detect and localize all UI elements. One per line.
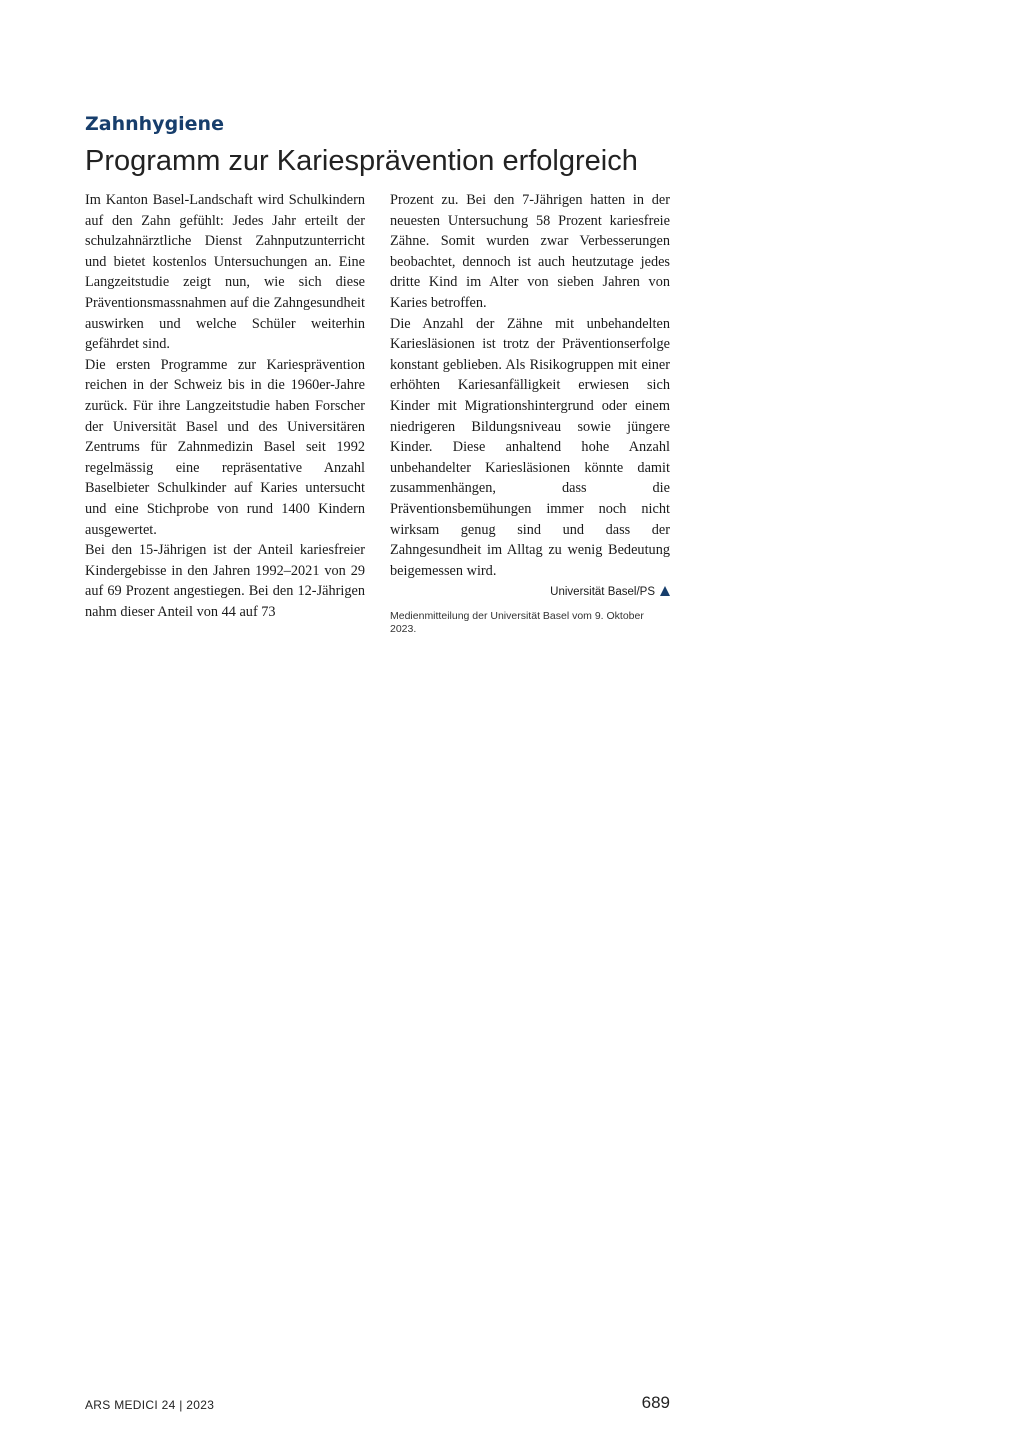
article-title: Programm zur Kariesprävention erfolgreich — [85, 145, 638, 177]
footer-journal-issue: ARS MEDICI 24 | 2023 — [85, 1398, 215, 1412]
body-paragraph: Bei den 15-Jährigen ist der Anteil kariesfreier Kindergebisse in den Jahren 1992–2021 von 29 auf 69 Prozent angestiegen. Bei den 12-Jährigen nahm dieser Anteil von 44 auf 73 — [85, 542, 365, 620]
body-column-left — [85, 190, 365, 622]
author-name: Universität Basel/PS — [550, 586, 655, 599]
source-note: Medienmitteilung der Universität Basel vom 9. Oktober 2023. — [390, 610, 644, 636]
body-paragraph: Im Kanton Basel-Landschaft wird Schulkindern auf den Zahn gefühlt: Jedes Jahr erteilt der schulzahnärztliche Dienst Zahnputzunterricht und bietet kostenlos Untersuchungen an. Eine Langzeitstudie zeigt nun, wie sich diese Präventionsmassnahmen auf die Zahngesundheit auswirken und welche Schüler weiterhin gefährdet sind. — [85, 192, 365, 353]
footer-page-number: 689 — [641, 1393, 670, 1412]
body-paragraph: Die ersten Programme zur Kariesprävention reichen in der Schweiz bis in die 1960er-Jahre zurück. Für ihre Langzeitstudie haben Forscher der Universität Basel und des Universitären Zentrums für Zahnmedizin Basel seit 1992 regelmässig eine repräsentative Anzahl Baselbieter Schulkinder auf Karies untersucht und eine Stichprobe von rund 1400 Kindern ausgewertet. — [85, 356, 365, 538]
article-kicker: Zahnhygiene — [85, 113, 224, 135]
body-paragraph: Prozent zu. Bei den 7-Jährigen hatten in der neuesten Untersuchung 58 Prozent kariesfreie Zähne. Somit wurden zwar Verbesserungen beobachtet, dennoch ist auch heutzutage jedes dritte Kind im Alter von sieben Jahren von Karies betroffen. — [390, 192, 670, 311]
body-column-right — [390, 190, 670, 636]
author-credit — [390, 582, 670, 602]
body-paragraph: Die Anzahl der Zähne mit unbehandelten Kariesläsionen ist trotz der Präventionserfolge konstant geblieben. Als Risikogruppen mit einer erhöhten Kariesanfälligkeit erwiesen sich Kinder mit Migrationshintergrund oder einem niedrigeren Bildungsniveau sowie jüngere Kinder. Diese anhaltend hohe Anzahl unbehandelter Kariesläsionen könnte damit zusammenhängen, dass die Präventionsbemühungen immer noch nicht wirksam genug sind und dass der Zahngesundheit im Alltag zu wenig Bedeutung beigemessen wird. — [390, 315, 670, 579]
end-mark-triangle-icon — [660, 586, 670, 596]
